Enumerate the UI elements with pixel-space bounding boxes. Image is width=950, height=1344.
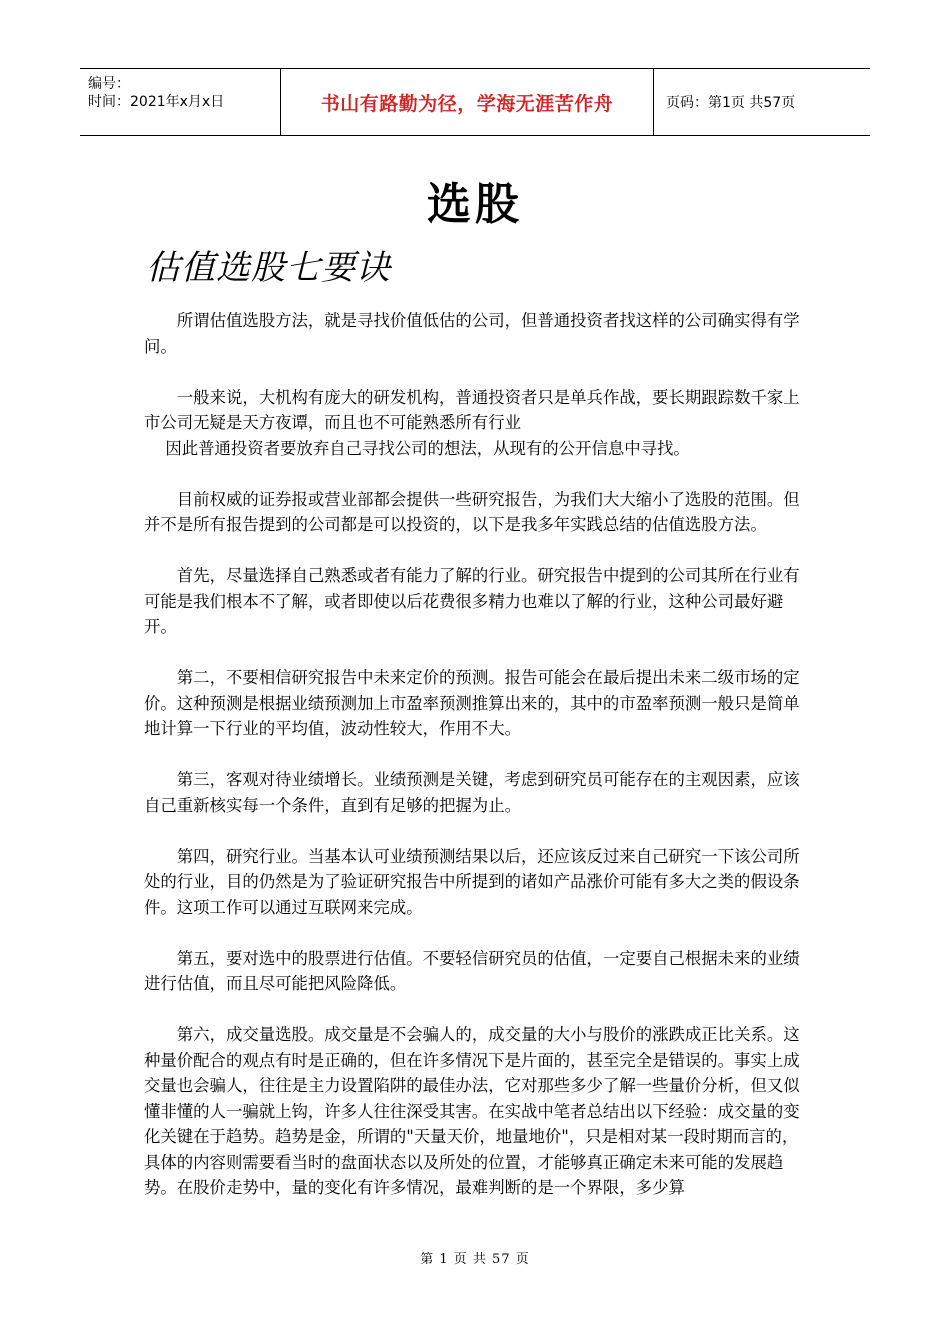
page-subtitle: 估值选股七要诀 xyxy=(146,248,391,288)
page-footer: 第 1 页 共 57 页 xyxy=(420,1252,530,1267)
paragraph: 所谓估值选股方法，就是寻找价值低估的公司，但普通投资者找这样的公司确实得有学问。 xyxy=(144,311,800,356)
paragraph: 第六，成交量选股。成交量是不会骗人的，成交量的大小与股价的涨跌成正比关系。这种量价配合的观点有时是正确的，但在许多情况下是片面的，甚至完全是错误的。事实上成交量也会骗人，往往是主力设置陷阱的最佳办法，它对那些多少了解一些量价分析，但又似懂非懂的人一骗就上钩，许多人往往深受其害。在实战中笔者总结出以下经验：成交量的变化关键在于趋势。趋势是金，所谓的"天量天价，地量地价"，只是相对某一段时期而言的，具体的内容则需要看当时的盘面状态以及所处的位置，才能够真正确定未来可能的发展趋势。在股价走势中，量的变化有许多情况，最难判断的是一个界限，多少算 xyxy=(144,1025,800,1197)
paragraph: 首先，尽量选择自己熟悉或者有能力了解的行业。研究报告中提到的公司其所在行业有可能是我们根本不了解，或者即使以后花费很多精力也难以了解的行业，这种公司最好避开。 xyxy=(144,566,800,636)
document-header xyxy=(80,68,870,136)
page-title: 选股 xyxy=(427,179,523,230)
paragraph xyxy=(144,385,804,462)
paragraph-text: 一般来说，大机构有庞大的研发机构，普通投资者只是单兵作战，要长期跟踪数千家上市公司无疑是天方夜谭，而且也不可能熟悉所有行业 xyxy=(144,387,800,432)
document-body xyxy=(144,308,804,1226)
paragraph: 第三，客观对待业绩增长。业绩预测是关键，考虑到研究员可能存在的主观因素，应该自己重新核实每一个条件，直到有足够的把握为止。 xyxy=(144,770,800,815)
paragraph-continuation: 因此普通投资者要放弃自己寻找公司的想法，从现有的公开信息中寻找。 xyxy=(165,438,690,458)
header-number: 编号： xyxy=(88,76,130,92)
header-meta xyxy=(80,69,280,135)
paragraph: 目前权威的证券报或营业部都会提供一些研究报告，为我们大大缩小了选股的范围。但并不是所有报告提到的公司都是可以投资的，以下是我多年实践总结的估值选股方法。 xyxy=(144,489,800,534)
header-time: 时间：2021年x月x日 xyxy=(88,94,225,110)
header-page-info: 页码：第1页 共57页 xyxy=(666,95,796,111)
paragraph: 第四，研究行业。当基本认可业绩预测结果以后，还应该反过来自己研究一下该公司所处的行业，目的仍然是为了验证研究报告中所提到的诸如产品涨价可能有多大之类的假设条件。这项工作可以通过互联网来完成。 xyxy=(144,846,800,917)
paragraph: 第二，不要相信研究报告中未来定价的预测。报告可能会在最后提出未来二级市场的定价。这种预测是根据业绩预测加上市盈率预测推算出来的，其中的市盈率预测一般只是简单地计算一下行业的平均值，波动性较大，作用不大。 xyxy=(144,668,800,738)
header-motto: 书山有路勤为径，学海无涯苦作舟 xyxy=(280,69,654,135)
paragraph: 第五，要对选中的股票进行估值。不要轻信研究员的估值，一定要自己根据未来的业绩进行估值，而且尽可能把风险降低。 xyxy=(144,948,800,993)
